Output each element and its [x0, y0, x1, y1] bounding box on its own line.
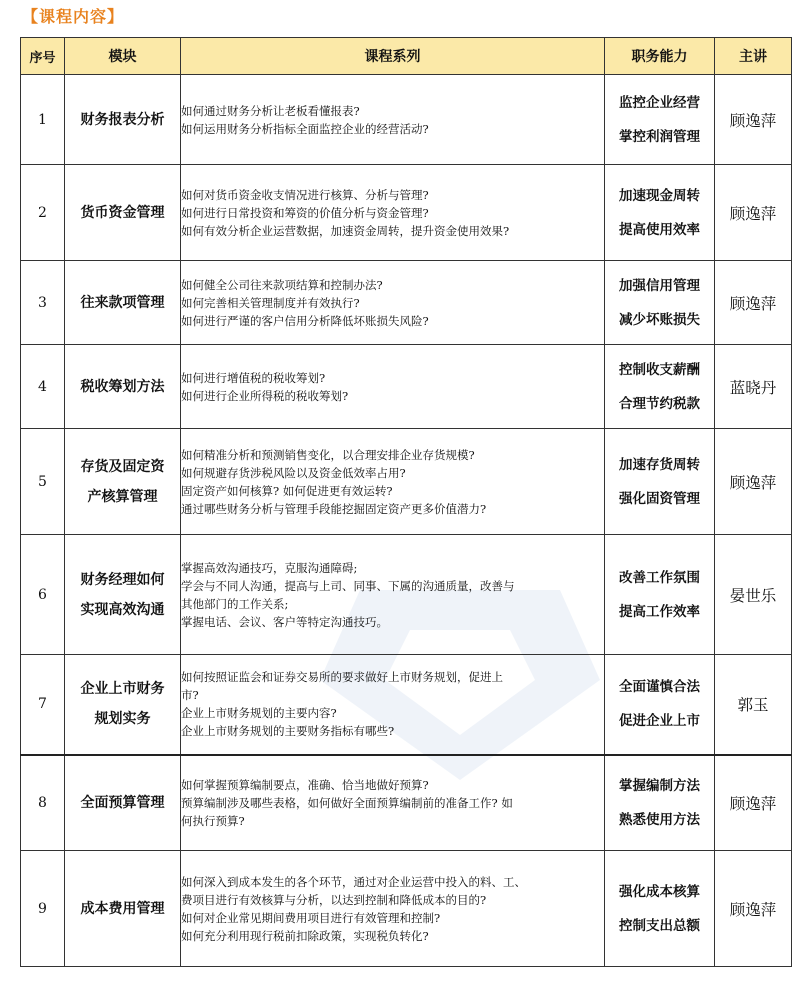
module-line: 往来款项管理: [80, 294, 165, 311]
ability-line: 控制支出总额: [619, 917, 700, 934]
course-table: [20, 37, 792, 967]
header-series: 课程系列: [181, 38, 605, 75]
ability-line: 合理节约税款: [619, 395, 700, 412]
course-series: [181, 535, 605, 655]
header-module: 模块: [65, 38, 181, 75]
module-line: 企业上市财务: [80, 681, 165, 698]
table-row: [21, 851, 792, 967]
job-ability: [605, 75, 715, 165]
ability-line: 加速现金周转: [619, 187, 700, 204]
ability-line: 加速存货周转: [619, 456, 700, 473]
row-number: 2: [21, 165, 65, 261]
job-ability: [605, 535, 715, 655]
series-line: 如何进行增值税的税收筹划?: [181, 370, 326, 385]
series-line: 如何对企业常见期间费用项目进行有效管理和控制?: [181, 910, 441, 925]
module-line: 货币资金管理: [80, 204, 165, 221]
table-row: [21, 261, 792, 345]
module-name: [65, 755, 181, 851]
ability-line: 强化固资管理: [619, 490, 700, 507]
module-line: 财务报表分析: [80, 111, 165, 128]
series-line: 如何运用财务分析指标全面监控企业的经营活动?: [181, 121, 429, 136]
job-ability: [605, 429, 715, 535]
job-ability: [605, 755, 715, 851]
series-line: 如何规避存货涉税风险以及资金低效率占用?: [181, 465, 406, 480]
module-line: 存货及固定资: [80, 458, 165, 475]
ability-line: 熟悉使用方法: [619, 811, 700, 828]
ability-line: 促进企业上市: [619, 713, 700, 730]
header-ability: 职务能力: [605, 38, 715, 75]
job-ability: [605, 261, 715, 345]
series-line: 掌握高效沟通技巧，克服沟通障碍;: [181, 560, 358, 575]
course-series: [181, 165, 605, 261]
course-series: [181, 345, 605, 429]
row-number: 6: [21, 535, 65, 655]
ability-line: 提高使用效率: [619, 221, 700, 238]
module-name: [65, 165, 181, 261]
lecturer-name: 蓝晓丹: [715, 345, 792, 429]
ability-line: 全面谨慎合法: [619, 679, 700, 696]
table-row: [21, 535, 792, 655]
row-number: 9: [21, 851, 65, 967]
module-line: 成本费用管理: [80, 900, 165, 917]
module-line: 规划实务: [94, 711, 151, 728]
row-number: 3: [21, 261, 65, 345]
series-line: 如何按照证监会和证券交易所的要求做好上市财务规划，促进上: [181, 670, 503, 685]
ability-line: 加强信用管理: [619, 277, 700, 294]
ability-line: 掌握编制方法: [619, 777, 700, 794]
module-line: 产核算管理: [87, 488, 158, 505]
module-name: [65, 75, 181, 165]
header-no: 序号: [21, 38, 65, 75]
ability-line: 改善工作氛围: [619, 569, 700, 586]
ability-line: 提高工作效率: [619, 603, 700, 620]
lecturer-name: 顾逸萍: [715, 165, 792, 261]
ability-line: 控制收支薪酬: [619, 361, 700, 378]
table-row: [21, 655, 792, 755]
module-name: [65, 655, 181, 755]
series-line: 如何对货币资金收支情况进行核算、分析与管理?: [181, 187, 429, 202]
lecturer-name: 郭玉: [715, 655, 792, 755]
section-title: 【课程内容】: [22, 7, 125, 26]
series-line: 如何充分利用现行税前扣除政策，实现税负转化?: [181, 928, 429, 943]
lecturer-name: 顾逸萍: [715, 261, 792, 345]
series-line: 企业上市财务规划的主要内容?: [181, 706, 337, 721]
module-name: [65, 345, 181, 429]
row-number: 7: [21, 655, 65, 755]
table-row: [21, 755, 792, 851]
row-number: 5: [21, 429, 65, 535]
series-line: 如何有效分析企业运营数据，加速资金周转，提升资金使用效果?: [181, 223, 510, 238]
table-row: [21, 429, 792, 535]
module-line: 财务经理如何: [80, 571, 165, 588]
course-series: [181, 261, 605, 345]
job-ability: [605, 851, 715, 967]
ability-line: 强化成本核算: [619, 883, 700, 900]
series-line: 如何进行严谨的客户信用分析降低坏账损失风险?: [181, 313, 429, 328]
course-series: [181, 429, 605, 535]
course-series: [181, 755, 605, 851]
module-name: [65, 261, 181, 345]
series-line: 企业上市财务规划的主要财务指标有哪些?: [181, 724, 395, 739]
row-number: 4: [21, 345, 65, 429]
module-name: [65, 429, 181, 535]
series-line: 何执行预算?: [181, 813, 245, 828]
series-line: 如何通过财务分析让老板看懂报表?: [181, 103, 360, 118]
lecturer-name: 顾逸萍: [715, 755, 792, 851]
module-line: 全面预算管理: [80, 794, 165, 811]
series-line: 如何健全公司往来款项结算和控制办法?: [181, 277, 383, 292]
series-line: 通过哪些财务分析与管理手段能挖掘固定资产更多价值潜力?: [181, 501, 487, 516]
lecturer-name: 顾逸萍: [715, 851, 792, 967]
course-series: [181, 75, 605, 165]
job-ability: [605, 165, 715, 261]
series-line: 如何精准分析和预测销售变化，以合理安排企业存货规模?: [181, 447, 475, 462]
series-line: 如何完善相关管理制度并有效执行?: [181, 295, 360, 310]
series-line: 预算编制涉及哪些表格，如何做好全面预算编制前的准备工作? 如: [181, 795, 513, 810]
course-series: [181, 655, 605, 755]
ability-line: 减少坏账损失: [619, 311, 700, 328]
series-line: 如何掌握预算编制要点，准确、恰当地做好预算?: [181, 777, 429, 792]
series-line: 如何进行日常投资和筹资的价值分析与资金管理?: [181, 205, 429, 220]
header-lecturer: 主讲: [715, 38, 792, 75]
job-ability: [605, 345, 715, 429]
series-line: 如何进行企业所得税的税收筹划?: [181, 388, 349, 403]
series-line: 费项目进行有效核算与分析，以达到控制和降低成本的目的?: [181, 892, 487, 907]
module-line: 实现高效沟通: [80, 601, 165, 618]
series-line: 其他部门的工作关系;: [181, 596, 289, 611]
series-line: 市?: [181, 688, 199, 703]
series-line: 固定资产如何核算? 如何促进更有效运转?: [181, 483, 393, 498]
series-line: 如何深入到成本发生的各个环节，通过对企业运营中投入的料、工、: [181, 874, 526, 889]
course-series: [181, 851, 605, 967]
lecturer-name: 晏世乐: [715, 535, 792, 655]
table-header-row: [21, 38, 792, 75]
module-name: [65, 535, 181, 655]
module-name: [65, 851, 181, 967]
table-row: [21, 75, 792, 165]
ability-line: 监控企业经营: [619, 94, 700, 111]
series-line: 学会与不同人沟通，提高与上司、同事、下属的沟通质量，改善与: [181, 578, 515, 593]
row-number: 1: [21, 75, 65, 165]
ability-line: 掌控利润管理: [619, 128, 700, 145]
module-line: 税收筹划方法: [80, 378, 165, 395]
series-line: 掌握电话、会议、客户等特定沟通技巧。: [181, 614, 388, 629]
lecturer-name: 顾逸萍: [715, 429, 792, 535]
table-row: [21, 165, 792, 261]
row-number: 8: [21, 755, 65, 851]
job-ability: [605, 655, 715, 755]
lecturer-name: 顾逸萍: [715, 75, 792, 165]
table-row: [21, 345, 792, 429]
